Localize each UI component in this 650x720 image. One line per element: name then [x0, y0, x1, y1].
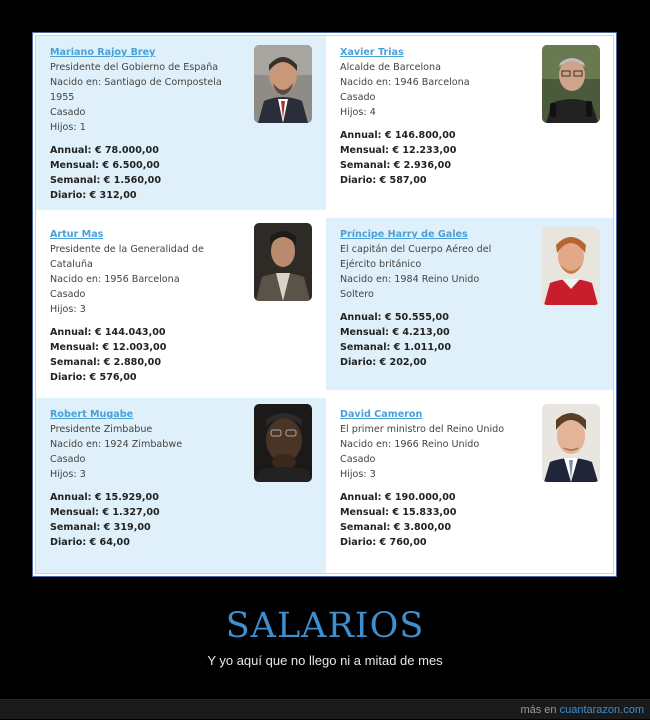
- portrait-photo: [542, 227, 600, 305]
- salary-annual: Annual: € 144.043,00: [50, 327, 166, 338]
- salary-block: [340, 128, 601, 188]
- person-card-mas: [36, 218, 326, 398]
- person-detail: Soltero: [340, 289, 374, 300]
- person-name-link[interactable]: Robert Mugabe: [50, 409, 134, 420]
- salary-monthly: Mensual: € 6.500,00: [50, 160, 160, 171]
- person-detail: Hijos: 3: [50, 304, 86, 315]
- person-detail: Hijos: 3: [50, 469, 86, 480]
- salary-daily: Diario: € 576,00: [50, 372, 137, 383]
- salary-weekly: Semanal: € 2.936,00: [340, 160, 452, 171]
- person-name-link[interactable]: Príncipe Harry de Gales: [340, 229, 468, 240]
- person-detail: Hijos: 1: [50, 122, 86, 133]
- person-detail: Ejército británico: [340, 259, 422, 270]
- person-detail: Nacido en: 1924 Zimbabwe: [50, 439, 183, 450]
- person-detail: Casado: [50, 289, 86, 300]
- person-detail: Presidente de la Generalidad de: [50, 244, 204, 255]
- site-footer: [0, 699, 650, 719]
- salary-daily: Diario: € 312,00: [50, 190, 137, 201]
- salary-annual: Annual: € 15.929,00: [50, 492, 159, 503]
- person-card-trias: [326, 36, 613, 218]
- salary-block: [340, 490, 601, 550]
- salary-daily: Diario: € 760,00: [340, 537, 427, 548]
- person-detail: Cataluña: [50, 259, 93, 270]
- caption-title: SALARIOS: [225, 606, 425, 646]
- salary-monthly: Mensual: € 12.003,00: [50, 342, 167, 353]
- salary-weekly: Semanal: € 319,00: [50, 522, 151, 533]
- salary-block: [50, 143, 314, 203]
- salary-annual: Annual: € 50.555,00: [340, 312, 449, 323]
- footer-site-link[interactable]: cuantarazon.com: [559, 704, 644, 716]
- salary-daily: Diario: € 587,00: [340, 175, 427, 186]
- person-detail: Nacido en: 1984 Reino Unido: [340, 274, 480, 285]
- salary-block: [50, 325, 314, 385]
- person-detail: Nacido en: Santiago de Compostela: [50, 77, 222, 88]
- person-detail: Casado: [340, 454, 376, 465]
- caption-subtitle: Y yo aquí que no llego ni a mitad de mes: [207, 653, 443, 668]
- salary-weekly: Semanal: € 1.011,00: [340, 342, 452, 353]
- salary-monthly: Mensual: € 15.833,00: [340, 507, 457, 518]
- footer-prefix: más en: [520, 704, 557, 716]
- person-detail: Alcalde de Barcelona: [340, 62, 441, 73]
- salary-daily: Diario: € 202,00: [340, 357, 427, 368]
- person-name-link[interactable]: Mariano Rajoy Brey: [50, 47, 156, 58]
- salary-daily: Diario: € 64,00: [50, 537, 130, 548]
- salary-weekly: Semanal: € 3.800,00: [340, 522, 452, 533]
- salary-monthly: Mensual: € 12.233,00: [340, 145, 457, 156]
- salary-infographic: [32, 32, 617, 577]
- portrait-photo: [542, 404, 600, 482]
- person-card-harry: [326, 218, 613, 390]
- portrait-photo: [542, 45, 600, 123]
- person-detail: Presidente del Gobierno de España: [50, 62, 219, 73]
- person-detail: Nacido en: 1966 Reino Unido: [340, 439, 480, 450]
- salary-weekly: Semanal: € 2.880,00: [50, 357, 162, 368]
- person-detail: 1955: [50, 92, 75, 103]
- salary-annual: Annual: € 146.800,00: [340, 130, 456, 141]
- salary-annual: Annual: € 190.000,00: [340, 492, 456, 503]
- person-detail: El primer ministro del Reino Unido: [340, 424, 505, 435]
- person-detail: Hijos: 4: [340, 107, 376, 118]
- salary-weekly: Semanal: € 1.560,00: [50, 175, 162, 186]
- salary-monthly: Mensual: € 4.213,00: [340, 327, 450, 338]
- person-detail: Presidente Zimbabue: [50, 424, 153, 435]
- person-name-link[interactable]: Artur Mas: [50, 229, 104, 240]
- salary-block: [340, 310, 601, 370]
- salary-block: [50, 490, 314, 550]
- person-detail: Casado: [50, 454, 86, 465]
- person-card-mugabe: [36, 398, 326, 573]
- portrait-photo: [254, 223, 312, 301]
- person-name-link[interactable]: David Cameron: [340, 409, 423, 420]
- person-detail: Nacido en: 1946 Barcelona: [340, 77, 470, 88]
- person-detail: Hijos: 3: [340, 469, 376, 480]
- person-card-rajoy: [36, 36, 326, 210]
- person-card-cameron: [326, 398, 613, 573]
- person-detail: El capitán del Cuerpo Aéreo del: [340, 244, 492, 255]
- person-detail: Casado: [340, 92, 376, 103]
- person-detail: Nacido en: 1956 Barcelona: [50, 274, 180, 285]
- salary-monthly: Mensual: € 1.327,00: [50, 507, 160, 518]
- person-name-link[interactable]: Xavier Trias: [340, 47, 404, 58]
- person-detail: Casado: [50, 107, 86, 118]
- portrait-photo: [254, 404, 312, 482]
- salary-annual: Annual: € 78.000,00: [50, 145, 159, 156]
- portrait-photo: [254, 45, 312, 123]
